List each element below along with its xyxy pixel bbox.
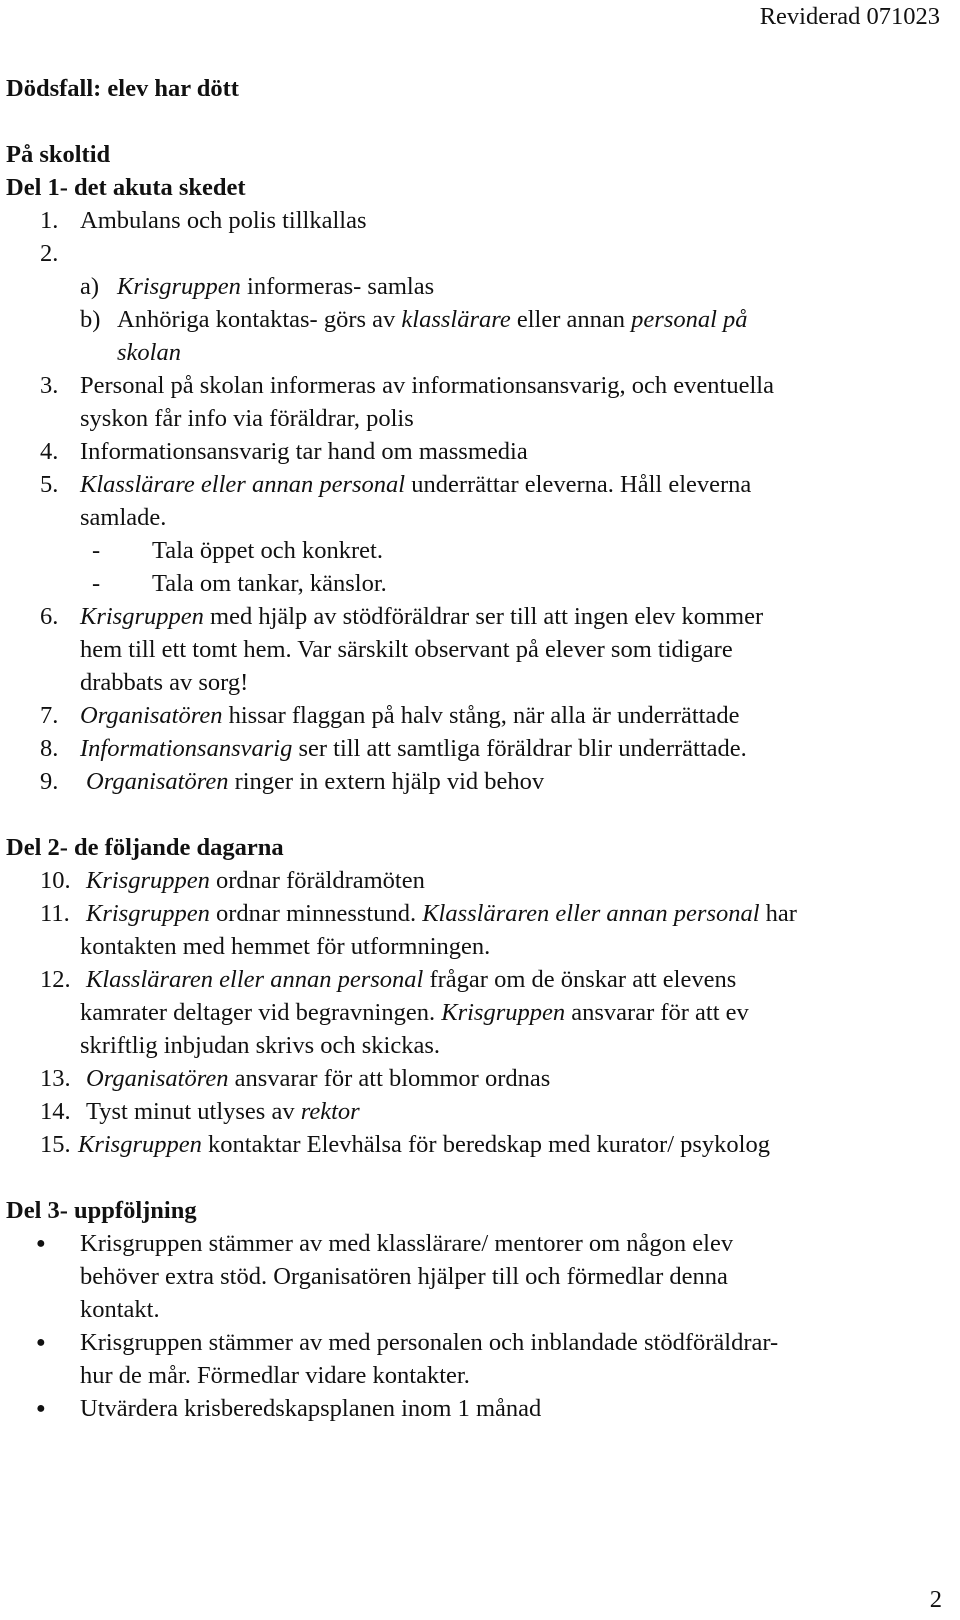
- item11-number: 11.: [40, 900, 70, 927]
- item11-line1: Krisgruppen ordnar minnesstund. Klassläraren eller annan personal har: [86, 900, 797, 927]
- item5-line2: samlade.: [80, 504, 167, 531]
- item4-text: Informationsansvarig tar hand om massmedia: [80, 438, 528, 465]
- item6-line3: drabbats av sorg!: [80, 669, 249, 696]
- item13-text: Organisatören ansvarar för att blommor ordnas: [86, 1065, 551, 1092]
- item12-line3: skriftlig inbjudan skrivs och skickas.: [80, 1032, 440, 1059]
- item2b-text: Anhöriga kontaktas- görs av klasslärare eller annan personal på: [117, 306, 748, 333]
- bullet3-line1: Utvärdera krisberedskapsplanen inom 1 månad: [80, 1395, 542, 1422]
- item3-number: 3.: [40, 372, 59, 399]
- bullet1-line2: behöver extra stöd. Organisatören hjälper till och förmedlar denna: [80, 1263, 728, 1290]
- item5-point1: Tala öppet och konkret.: [152, 537, 383, 564]
- item7-text: Organisatören hissar flaggan på halv stång, när alla är underrättade: [80, 702, 740, 729]
- item15-number: 15.: [40, 1131, 71, 1158]
- item5-dash2: -: [92, 570, 101, 597]
- item13-number: 13.: [40, 1065, 71, 1092]
- item5-dash1: -: [92, 537, 101, 564]
- item3-line2: syskon får info via föräldrar, polis: [80, 405, 414, 432]
- bullet-icon: ●: [36, 1334, 46, 1351]
- page-title: Dödsfall: elev har dött: [6, 75, 239, 102]
- part1-heading: Del 1- det akuta skedet: [6, 174, 246, 201]
- part2-heading: Del 2- de följande dagarna: [6, 834, 284, 861]
- item1-text: Ambulans och polis tillkallas: [80, 207, 367, 234]
- item4-number: 4.: [40, 438, 59, 465]
- item5-line1: Klasslärare eller annan personal underrättar eleverna. Håll eleverna: [80, 471, 752, 498]
- item11-line2: kontakten med hemmet för utformningen.: [80, 933, 491, 960]
- item6-number: 6.: [40, 603, 59, 630]
- item9-text: Organisatören ringer in extern hjälp vid behov: [86, 768, 545, 795]
- item6-line1: Krisgruppen med hjälp av stödföräldrar ser till att ingen elev kommer: [80, 603, 764, 630]
- item1-number: 1.: [40, 207, 59, 234]
- revision-label: Reviderad 071023: [759, 3, 940, 30]
- item2a-label: a): [80, 273, 100, 300]
- item8-number: 8.: [40, 735, 59, 762]
- item12-line2: kamrater deltager vid begravningen. Krisgruppen ansvarar för att ev: [80, 999, 749, 1026]
- bullet-icon: ●: [36, 1235, 46, 1252]
- bullet-icon: ●: [36, 1400, 46, 1417]
- bullet2-line1: Krisgruppen stämmer av med personalen och inblandade stödföräldrar-: [80, 1329, 779, 1356]
- item12-number: 12.: [40, 966, 71, 993]
- item7-number: 7.: [40, 702, 59, 729]
- section-time-heading: På skoltid: [6, 141, 111, 168]
- bullet1-line1: Krisgruppen stämmer av med klasslärare/ mentorer om någon elev: [80, 1230, 734, 1257]
- item2a-text: Krisgruppen informeras- samlas: [117, 273, 435, 300]
- part3-heading: Del 3- uppföljning: [6, 1197, 197, 1224]
- item6-line2: hem till ett tomt hem. Var särskilt observant på elever som tidigare: [80, 636, 733, 663]
- item9-number: 9.: [40, 768, 59, 795]
- item5-number: 5.: [40, 471, 59, 498]
- item8-text: Informationsansvarig ser till att samtliga föräldrar blir underrättade.: [80, 735, 747, 762]
- item14-number: 14.: [40, 1098, 71, 1125]
- item2-number: 2.: [40, 240, 59, 267]
- page-number: 2: [929, 1586, 942, 1613]
- item2b-text-cont: skolan: [117, 339, 181, 366]
- item14-text: Tyst minut utlyses av rektor: [86, 1098, 360, 1125]
- item10-number: 10.: [40, 867, 71, 894]
- bullet2-line2: hur de mår. Förmedlar vidare kontakter.: [80, 1362, 470, 1389]
- item2b-label: b): [80, 306, 101, 333]
- item15-text: Krisgruppen kontaktar Elevhälsa för beredskap med kurator/ psykolog: [78, 1131, 770, 1158]
- item3-line1: Personal på skolan informeras av informationsansvarig, och eventuella: [80, 372, 774, 399]
- item12-line1: Klassläraren eller annan personal frågar om de önskar att elevens: [86, 966, 737, 993]
- item10-text: Krisgruppen ordnar föräldramöten: [86, 867, 425, 894]
- item5-point2: Tala om tankar, känslor.: [152, 570, 387, 597]
- bullet1-line3: kontakt.: [80, 1296, 160, 1323]
